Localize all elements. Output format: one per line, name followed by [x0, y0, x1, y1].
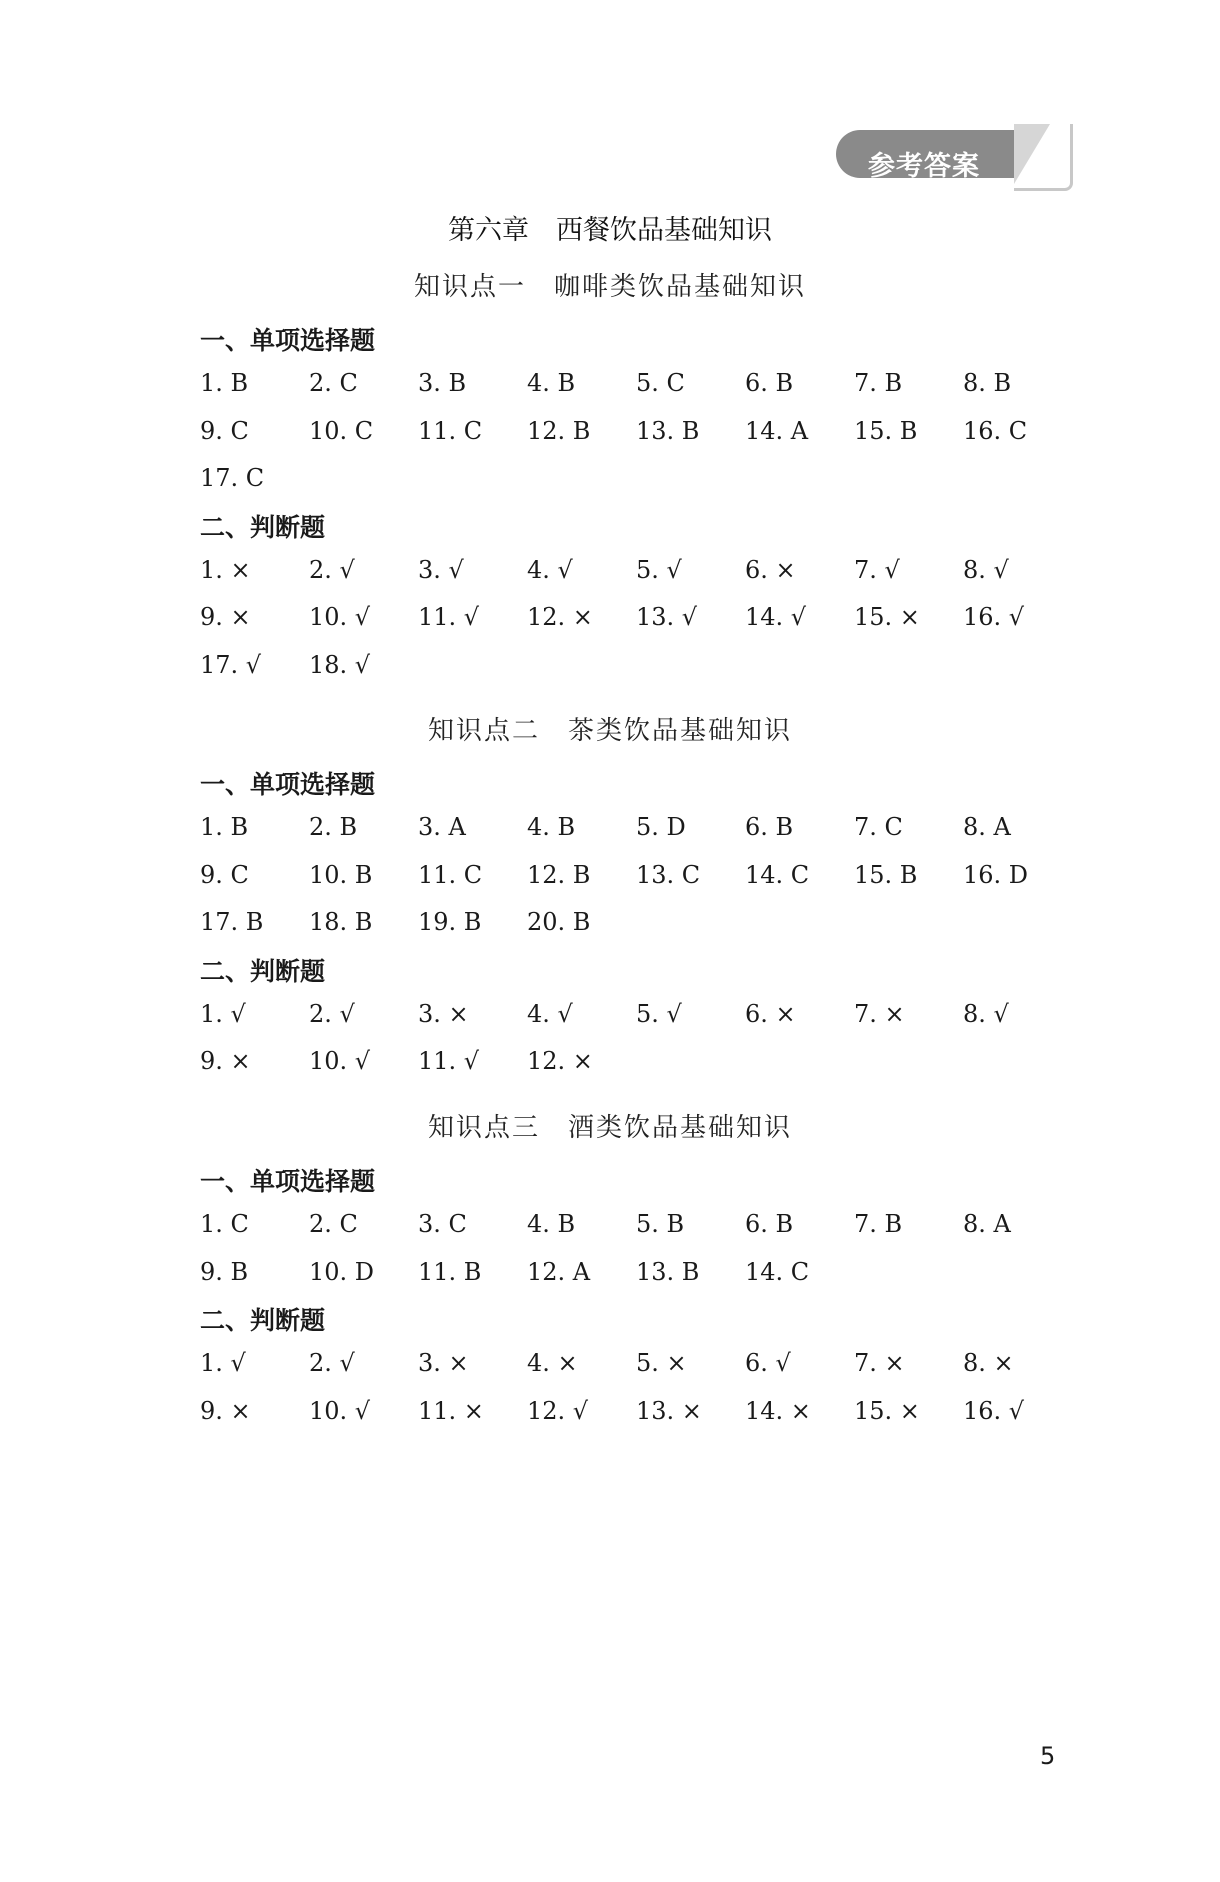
answer-item: 11. √ [418, 1047, 480, 1075]
answer-item: 2. C [309, 1210, 358, 1238]
answer-item: 12. × [527, 603, 593, 631]
answer-item: 15. B [854, 860, 918, 889]
tab-label: 参考答案 [868, 151, 980, 182]
answer-item: 6. B [745, 813, 794, 841]
answer-item: 12. A [527, 1257, 591, 1286]
chapter-title: 第六章 西餐饮品基础知识 [448, 215, 772, 246]
choice-section-heading: 一、单项选择题 [200, 770, 376, 799]
answer-item: 8. B [963, 369, 1012, 397]
answer-item: 17. C [200, 464, 265, 492]
answer-item: 2. B [309, 813, 358, 841]
answer-item: 18. √ [309, 650, 371, 679]
answer-item: 4. × [527, 1349, 578, 1377]
answer-item: 7. × [854, 999, 905, 1028]
answer-item: 9. C [200, 860, 249, 889]
answer-item: 4. B [527, 369, 576, 397]
answer-item: 4. B [527, 1210, 576, 1238]
answer-item: 13. √ [636, 603, 698, 631]
answer-item: 16. √ [963, 603, 1025, 631]
judge-section-heading: 二、判断题 [200, 1306, 326, 1335]
answer-item: 14. C [745, 1257, 810, 1286]
answer-item: 14. A [745, 416, 809, 445]
answer-item: 6. × [745, 555, 796, 584]
answer-item: 5. √ [636, 999, 682, 1028]
answer-item: 10. D [309, 1257, 375, 1286]
answer-item: 13. B [636, 1257, 700, 1286]
answer-item: 10. √ [309, 1047, 371, 1075]
choice-section-heading: 一、单项选择题 [200, 326, 376, 355]
answer-item: 16. √ [963, 1396, 1025, 1425]
answer-item: 10. C [309, 416, 374, 445]
answer-item: 11. C [418, 860, 483, 889]
answer-item: 13. × [636, 1396, 702, 1425]
answer-item: 3. × [418, 999, 469, 1028]
answer-item: 19. B [418, 908, 482, 936]
answer-item: 14. C [745, 860, 810, 889]
knowledge-point-title: 知识点二 茶类饮品基础知识 [427, 716, 792, 746]
answer-item: 7. B [854, 1210, 903, 1238]
answer-item: 3. C [418, 1210, 467, 1238]
answer-item: 4. √ [527, 555, 573, 584]
answer-item: 8. √ [963, 555, 1009, 584]
answer-item: 6. √ [745, 1349, 791, 1377]
answer-item: 2. C [309, 369, 358, 397]
answer-item: 10. √ [309, 603, 371, 631]
answer-item: 3. A [418, 813, 466, 841]
tab-pill [836, 130, 1014, 182]
answer-item: 15. B [854, 416, 918, 445]
answer-item: 9. C [200, 416, 249, 445]
answer-item: 9. × [200, 603, 251, 631]
answer-item: 8. × [963, 1349, 1014, 1377]
answer-item: 7. √ [854, 555, 900, 584]
page-number: 5 [1040, 1742, 1056, 1770]
answer-item: 12. B [527, 416, 591, 445]
answer-item: 20. B [527, 908, 591, 936]
answer-item: 10. √ [309, 1396, 371, 1425]
answer-item: 18. B [309, 908, 373, 936]
answer-item: 14. × [745, 1396, 811, 1425]
answer-item: 1. √ [200, 1349, 246, 1377]
answer-item: 16. D [963, 860, 1029, 889]
choice-section-heading: 一、单项选择题 [200, 1167, 376, 1196]
answer-item: 6. B [745, 1210, 794, 1238]
answer-item: 3. √ [418, 555, 464, 584]
answer-item: 16. C [963, 416, 1028, 445]
answer-item: 15. × [854, 1396, 920, 1425]
judge-section-heading: 二、判断题 [200, 512, 326, 542]
answer-item: 1. C [200, 1210, 249, 1238]
answer-item: 7. B [854, 369, 903, 397]
answer-item: 7. C [854, 813, 903, 841]
judge-section-heading: 二、判断题 [200, 956, 326, 986]
answer-item: 5. B [636, 1210, 685, 1238]
knowledge-point-title: 知识点一 咖啡类饮品基础知识 [413, 272, 806, 302]
answer-item: 13. C [636, 860, 701, 889]
answer-item: 5. √ [636, 555, 682, 584]
answer-item: 1. × [200, 555, 251, 584]
answer-item: 3. × [418, 1349, 469, 1377]
answer-item: 6. × [745, 999, 796, 1028]
answer-item: 4. B [527, 813, 576, 841]
answer-item: 12. √ [527, 1396, 589, 1425]
answer-item: 9. B [200, 1257, 249, 1286]
answer-item: 17. √ [200, 650, 262, 679]
answer-item: 1. √ [200, 999, 246, 1028]
answer-item: 9. × [200, 1047, 251, 1075]
answer-item: 8. A [963, 1210, 1011, 1238]
answer-item: 10. B [309, 860, 373, 889]
answer-item: 4. √ [527, 999, 573, 1028]
answer-item: 2. √ [309, 1349, 355, 1377]
answer-item: 13. B [636, 416, 700, 445]
answer-item: 3. B [418, 369, 467, 397]
answer-item: 8. A [963, 813, 1011, 841]
answer-item: 2. √ [309, 999, 355, 1028]
answer-item: 8. √ [963, 999, 1009, 1028]
answer-item: 5. C [636, 369, 685, 397]
answer-item: 11. √ [418, 603, 480, 631]
answer-item: 14. √ [745, 603, 807, 631]
tab-corner-decoration [1014, 124, 1050, 184]
answer-item: 15. × [854, 603, 920, 631]
answer-item: 1. B [200, 813, 249, 841]
answer-item: 12. × [527, 1047, 593, 1075]
answer-item: 11. C [418, 416, 483, 445]
answer-item: 5. × [636, 1349, 687, 1377]
answer-item: 1. B [200, 369, 249, 397]
answer-item: 7. × [854, 1349, 905, 1377]
answer-item: 17. B [200, 908, 264, 936]
answer-key-tab [836, 124, 1076, 188]
answer-item: 12. B [527, 860, 591, 889]
answer-item: 9. × [200, 1396, 251, 1425]
answer-item: 11. × [418, 1396, 484, 1425]
knowledge-point-title: 知识点三 酒类饮品基础知识 [427, 1113, 792, 1143]
answer-item: 11. B [418, 1257, 482, 1286]
answer-item: 5. D [636, 813, 686, 841]
answer-item: 2. √ [309, 555, 355, 584]
answer-item: 6. B [745, 369, 794, 397]
